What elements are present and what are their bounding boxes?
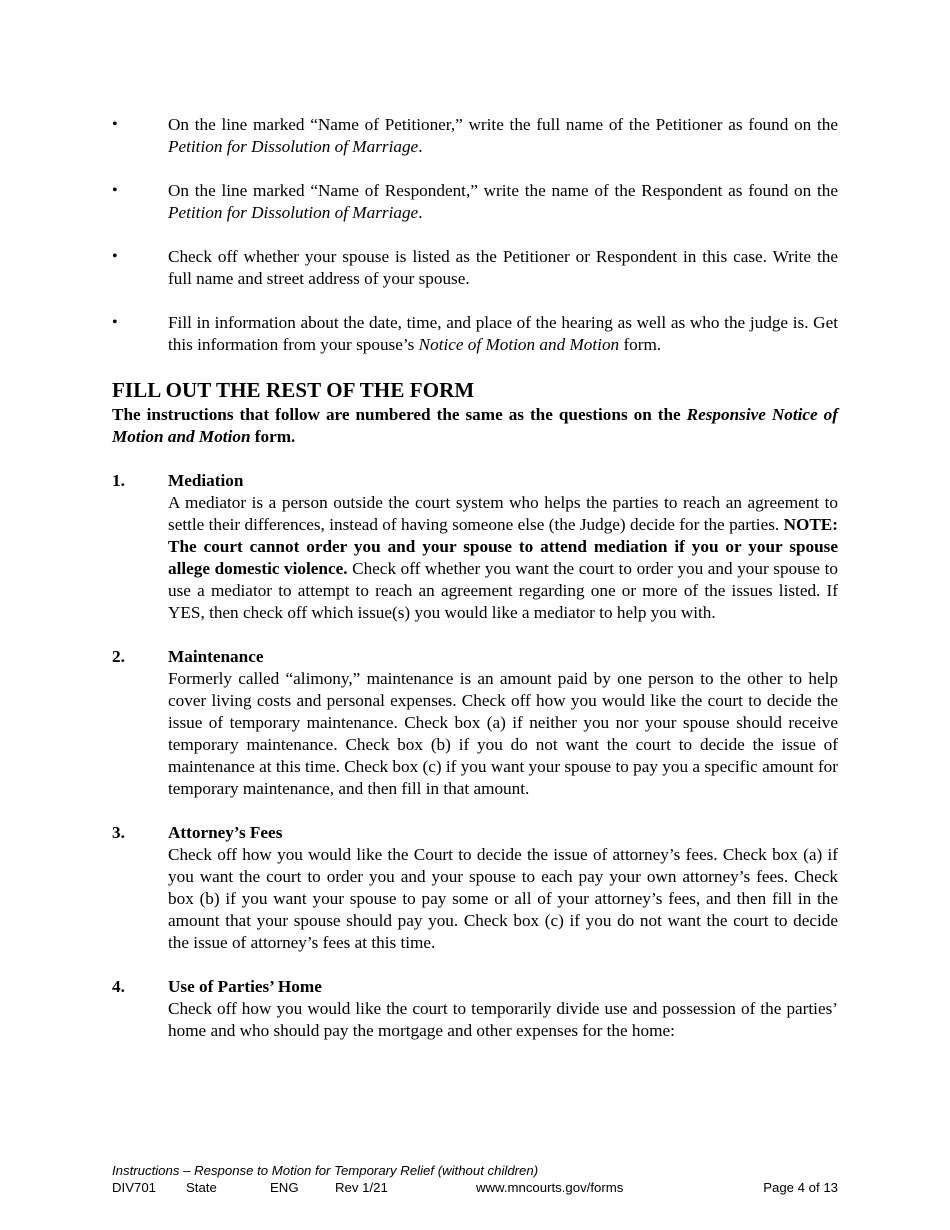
footer-page-number: Page 4 of 13 — [763, 1180, 838, 1195]
form-title-italic: Petition for Dissolution of Marriage — [168, 203, 419, 222]
instruction-bullets — [112, 114, 838, 356]
bullet-symbol: • — [112, 182, 118, 199]
bullet-text: On the line marked “Name of Petitioner,” write the full name of the Petitioner as found on the Petition for Dissolution of Marriage. — [168, 115, 838, 156]
bullet-symbol: • — [112, 314, 118, 331]
section-title: Attorney’s Fees — [168, 823, 283, 842]
document-page — [112, 114, 838, 1064]
footer-language: ENG — [270, 1180, 299, 1195]
page-footer — [112, 1162, 838, 1196]
form-title-italic: Notice of Motion and Motion — [418, 335, 620, 354]
bullet-item-respondent — [112, 180, 838, 224]
bullet-item-petitioner — [112, 114, 838, 158]
bullet-item-hearing — [112, 312, 838, 356]
section-body — [168, 646, 838, 800]
section-heading: FILL OUT THE REST OF THE FORM — [112, 378, 475, 402]
bullet-text: Check off whether your spouse is listed as the Petitioner or Respondent in this case. Write the full name and street address of your spouse. — [168, 247, 838, 288]
intro-paragraph: The instructions that follow are numbered the same as the questions on the Responsive Notice of Motion and Motion form. — [112, 405, 838, 446]
section-text: Check off how you would like the court to temporarily divide use and possession of the parties’ home and who should pay the mortgage and other expenses for the home: — [168, 999, 838, 1040]
note-bold: NOTE: The court cannot order you and your spouse to attend mediation if you or your spouse allege domestic violence. — [168, 515, 838, 578]
section-mediation — [112, 470, 838, 624]
form-title-italic: Petition for Dissolution of Marriage — [168, 137, 419, 156]
section-text: A mediator is a person outside the court system who helps the parties to reach an agreement to settle their differences, instead of having someone else (the Judge) decide for the parties. NOTE: The court cannot order you and your spouse to attend mediation if you or your spouse allege domestic violence. Check off whether you want the court to order you and your spouse to use a mediator to attempt to reach an agreement regarding one or more of the issues listed. If YES, then check off which issue(s) you would like a mediator to help you with. — [168, 493, 839, 622]
intro-form-title: Responsive Notice of Motion and Motion — [112, 405, 838, 446]
section-title: Mediation — [168, 471, 244, 490]
section-parties-home — [112, 976, 838, 1042]
section-maintenance — [112, 646, 838, 800]
section-body — [168, 822, 838, 954]
section-title: Maintenance — [168, 647, 264, 666]
bullet-symbol: • — [112, 116, 118, 133]
section-number: 3. — [112, 823, 125, 842]
footer-form-code: DIV701 — [112, 1180, 156, 1195]
bullet-item-spouse — [112, 246, 838, 290]
section-number: 1. — [112, 471, 125, 490]
bullet-symbol: • — [112, 248, 118, 265]
footer-revision: Rev 1/21 — [335, 1180, 388, 1195]
section-body — [168, 470, 838, 624]
section-text: Formerly called “alimony,” maintenance is an amount paid by one person to the other to help cover living costs and personal expenses. Check off how you would like the court to decide the issue of temporary maintenance. Check box (a) if neither you nor your spouse should receive temporary maintenance. Check box (b) if you do not want the court to decide the issue of maintenance at this time. Check box (c) if you want your spouse to pay you a specific amount for temporary maintenance, and then fill in that amount. — [168, 669, 838, 798]
section-attorney-fees — [112, 822, 838, 954]
footer-url[interactable]: www.mncourts.gov/forms — [476, 1180, 624, 1195]
section-title: Use of Parties’ Home — [168, 977, 322, 996]
section-body — [168, 976, 838, 1042]
bullet-text: On the line marked “Name of Respondent,” write the name of the Respondent as found on the Petition for Dissolution of Marriage. — [168, 181, 838, 222]
footer-meta — [112, 1179, 838, 1196]
footer-title: Instructions – Response to Motion for Temporary Relief (without children) — [112, 1163, 539, 1178]
section-number: 4. — [112, 977, 125, 996]
bullet-text: Fill in information about the date, time, and place of the hearing as well as who the judge is. Get this information from your spouse’s Notice of Motion and Motion form. — [168, 313, 838, 354]
section-text: Check off how you would like the Court to decide the issue of attorney’s fees. Check box (a) if you want the court to order you and your spouse to each pay your own attorney’s fees. Check box (b) if you want your spouse to pay some or all of your attorney’s fees, and then fill in the amount that your spouse should pay you. Check box (c) if you do not want the court to decide the issue of attorney’s fees at this time. — [168, 845, 838, 952]
section-number: 2. — [112, 647, 125, 666]
footer-jurisdiction: State — [186, 1180, 217, 1195]
